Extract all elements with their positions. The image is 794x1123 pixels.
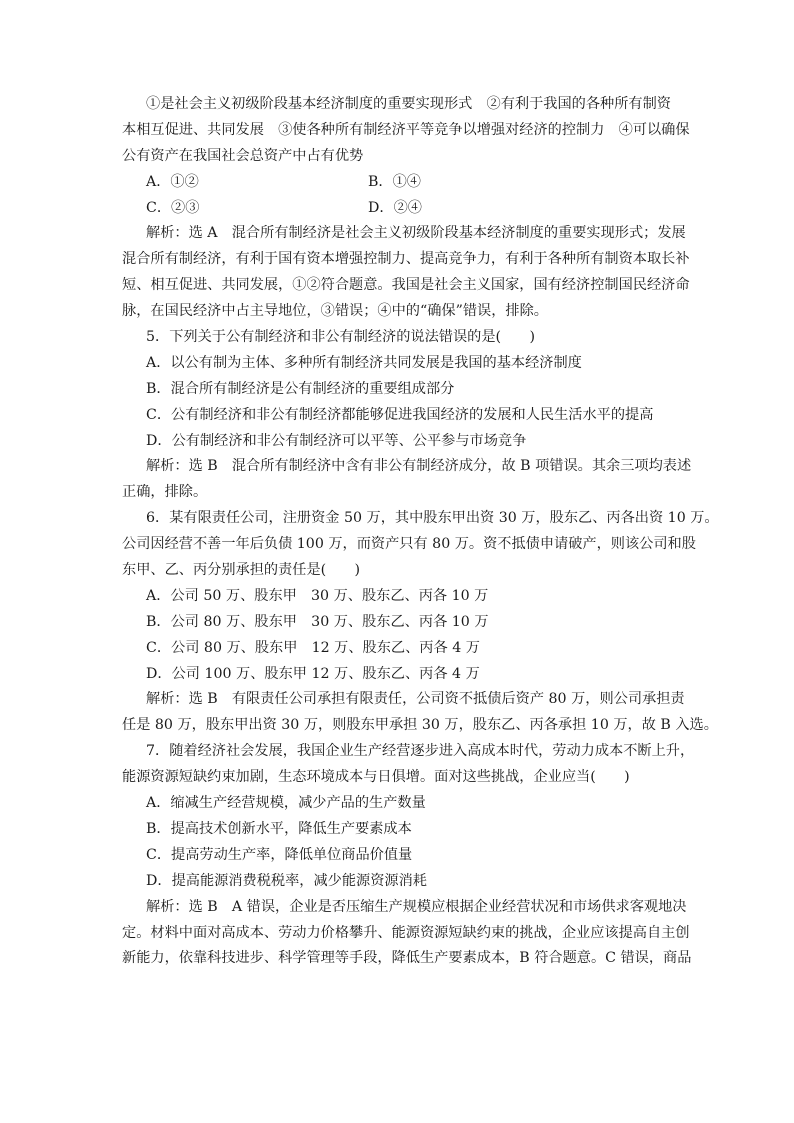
q5-option-b: B．混合所有制经济是公有制经济的重要组成部分 (146, 380, 455, 397)
q4-option-a: A．①② (146, 173, 199, 190)
q6-analysis-line: 任是 80 万，股东甲出资 30 万，则股东甲承担 30 万，股东乙、丙各承担 10 万，故 B 入选。 (122, 717, 718, 734)
q4-statement-line: 公有资产在我国社会总资产中占有优势 (122, 147, 364, 164)
q7-stem-line: 7．随着经济社会发展，我国企业生产经营逐步进入高成本时代，劳动力成本不断上升， (146, 743, 695, 760)
q5-analysis-line: 正确，排除。 (122, 484, 208, 501)
q7-analysis-line: 定。材料中面对高成本、劳动力价格攀升、能源资源短缺约束的挑战，企业应该提高自主创 (122, 924, 690, 941)
q5-option-c: C．公有制经济和非公有制经济都能够促进我国经济的发展和人民生活水平的提高 (146, 406, 654, 423)
q6-stem-line: 公司因经营不善一年后负债 100 万，而资产只有 80 万。资不抵债申请破产，则该公司和股 (122, 536, 696, 553)
q6-analysis-line: 解析：选 B 有限责任公司承担有限责任，公司资不抵债后资产 80 万，则公司承担责 (146, 691, 685, 708)
q7-stem-line: 能源资源短缺约束加剧，生态环境成本与日俱增。面对这些挑战，企业应当( ) (122, 769, 630, 786)
q4-statement-line: ①是社会主义初级阶段基本经济制度的重要实现形式 ②有利于我国的各种所有制资 (146, 96, 671, 112)
q4-statement-line: 本相互促进、共同发展 ③使各种所有制经济平等竞争以增强对经济的控制力 ④可以确保 (122, 121, 690, 138)
q6-option-c: C．公司 80 万、股东甲 12 万、股东乙、丙各 4 万 (146, 639, 480, 656)
q5-stem: 5．下列关于公有制经济和非公有制经济的说法错误的是( ) (146, 329, 535, 346)
q6-stem-line: 6．某有限责任公司，注册资金 50 万，其中股东甲出资 30 万，股东乙、丙各出资 10 万。 (146, 510, 719, 527)
page-content (122, 92, 719, 972)
q7-option-b: B．提高技术创新水平，降低生产要素成本 (146, 820, 412, 837)
q7-option-a: A．缩减生产经营规模，减少产品的生产数量 (146, 795, 426, 812)
q5-option-d: D．公有制经济和非公有制经济可以平等、公平参与市场竞争 (146, 432, 527, 449)
q7-option-c: C．提高劳动生产率，降低单位商品价值量 (146, 846, 413, 863)
q4-option-row (122, 170, 684, 196)
q4-option-d: D．②④ (368, 199, 422, 216)
q4-analysis-line: 混合所有制经济，有利于国有资本增强控制力、提高竞争力，有利于各种所有制资本取长补 (122, 251, 690, 268)
q4-option-row (122, 196, 684, 222)
q5-analysis-line: 解析：选 B 混合所有制经济中含有非公有制经济成分，故 B 项错误。其余三项均表述 (146, 458, 692, 475)
q4-analysis-line: 短、相互促进、共同发展，①②符合题意。我国是社会主义国家，国有经济控制国民经济命 (122, 277, 690, 294)
q7-analysis-line: 解析：选 B A 错误，企业是否压缩生产规模应根据企业经营状况和市场供求客观地决 (146, 898, 687, 915)
q7-option-d: D．提高能源消费税税率，减少能源资源消耗 (146, 872, 427, 889)
q6-option-b: B．公司 80 万、股东甲 30 万、股东乙、丙各 10 万 (146, 613, 489, 630)
q5-option-a: A．以公有制为主体、多种所有制经济共同发展是我国的基本经济制度 (146, 354, 582, 371)
q4-analysis-line: 脉，在国民经济中占主导地位，③错误；④中的“确保”错误，排除。 (122, 303, 548, 320)
q7-analysis-line: 新能力，依靠科技进步、科学管理等手段，降低生产要素成本，B 符合题意。C 错误，商品 (122, 950, 692, 967)
q6-option-a: A．公司 50 万、股东甲 30 万、股东乙、丙各 10 万 (146, 587, 489, 604)
q6-option-d: D．公司 100 万、股东甲 12 万、股东乙、丙各 4 万 (146, 665, 480, 682)
q4-option-b: B．①④ (368, 173, 421, 190)
q6-stem-line: 东甲、乙、丙分别承担的责任是( ) (122, 562, 361, 579)
q4-option-c: C．②③ (146, 199, 200, 216)
q4-analysis-line: 解析：选 A 混合所有制经济是社会主义初级阶段基本经济制度的重要实现形式；发展 (146, 225, 686, 242)
